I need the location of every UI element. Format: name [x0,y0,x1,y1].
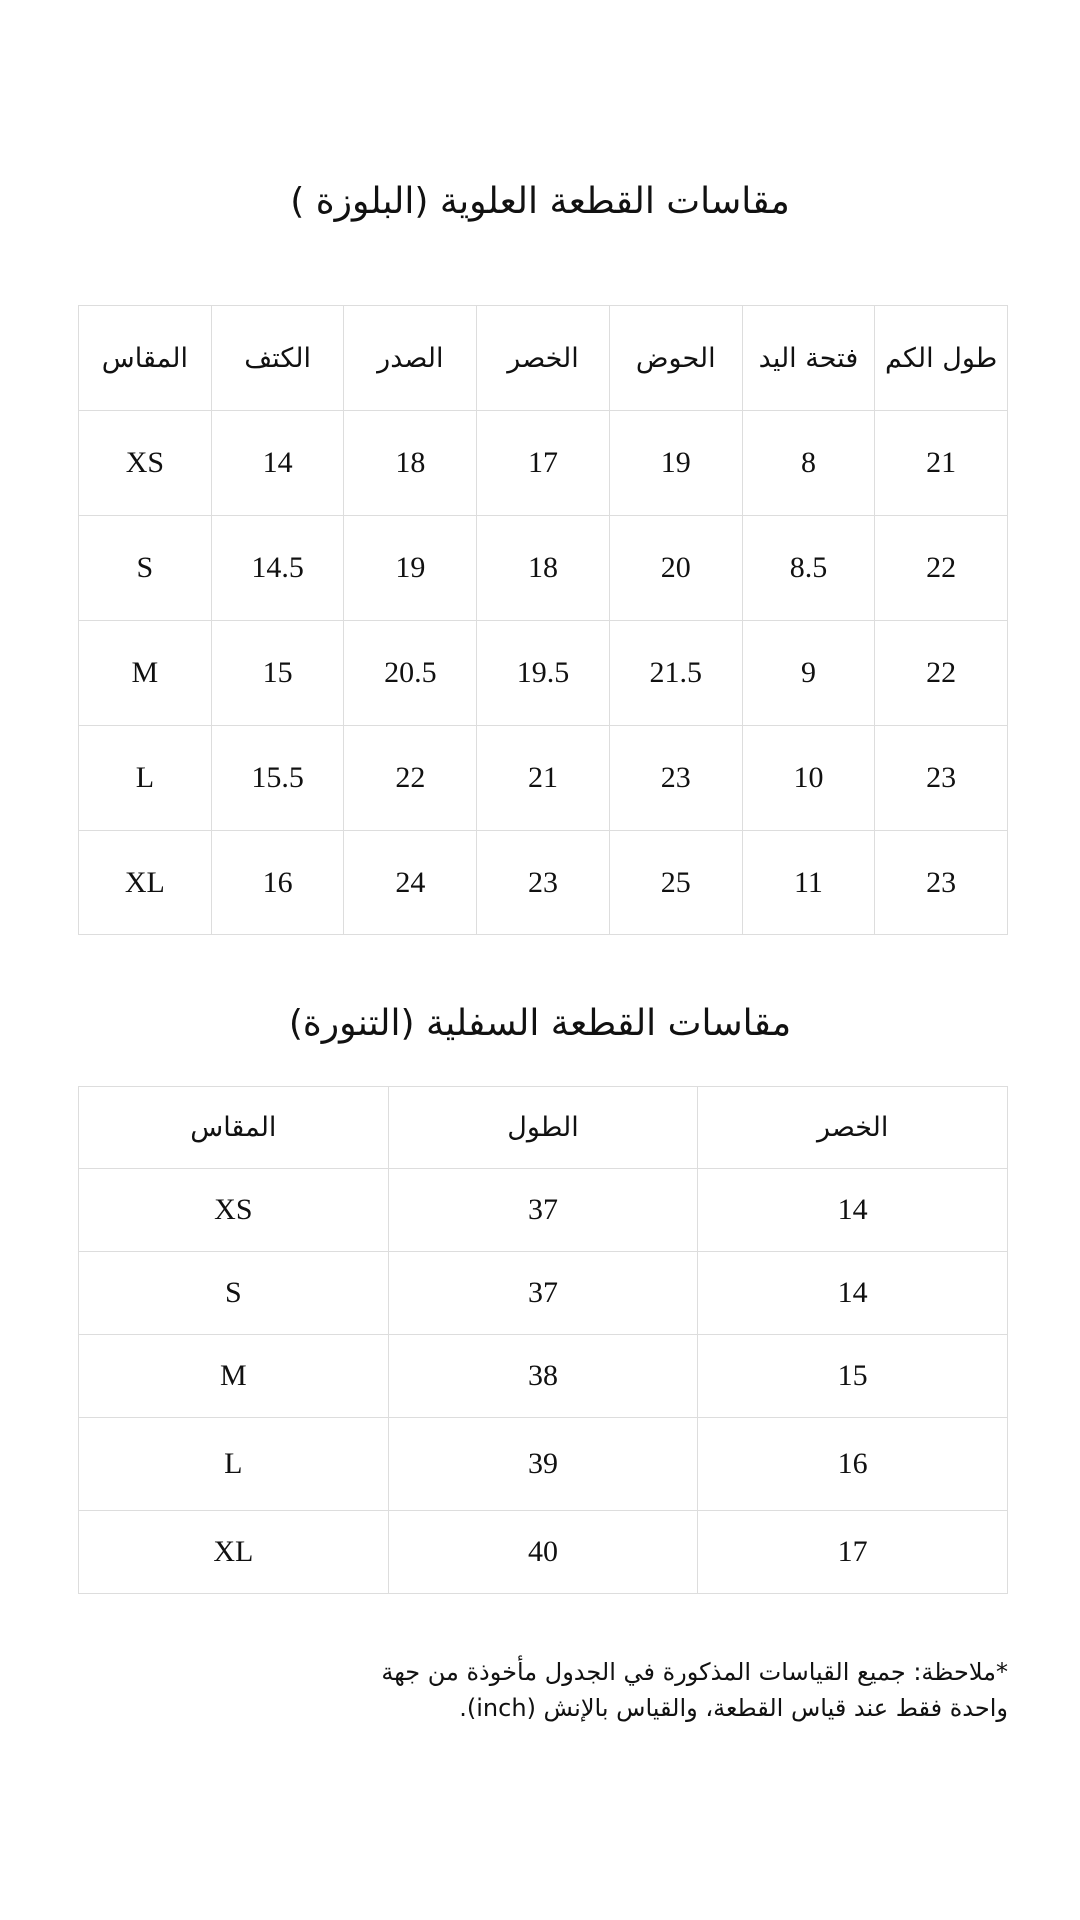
cell-shoulder: 14 [211,411,344,516]
cell-size: XL [79,831,212,935]
table-row [79,1252,1008,1335]
header-chest: الصدر [344,306,477,411]
blouse-size-table [78,305,1008,935]
cell-shoulder: 16 [211,831,344,935]
cell-waist: 17 [477,411,610,516]
cell-length: 37 [388,1252,698,1335]
cell-chest: 22 [344,726,477,831]
cell-sleeve-length: 21 [875,411,1008,516]
cell-hips: 25 [609,831,742,935]
cell-hips: 20 [609,516,742,621]
header-length: الطول [388,1087,698,1169]
cell-size: XL [79,1511,389,1594]
cell-waist: 19.5 [477,621,610,726]
top-section-title: مقاسات القطعة العلوية (البلوزة ) [290,181,790,222]
cell-size: M [79,1335,389,1418]
cell-sleeve-length: 22 [875,516,1008,621]
table-row [79,831,1008,935]
cell-size: L [79,1418,389,1511]
table-header-row [79,1087,1008,1169]
cell-size: XS [79,411,212,516]
table-row [79,1169,1008,1252]
cell-shoulder: 15 [211,621,344,726]
table-row [79,621,1008,726]
cell-chest: 19 [344,516,477,621]
cell-waist: 17 [698,1511,1008,1594]
cell-sleeve-length: 22 [875,621,1008,726]
cell-size: M [79,621,212,726]
header-size: المقاس [79,1087,389,1169]
header-size: المقاس [79,306,212,411]
header-sleeve-length: طول الكم [875,306,1008,411]
table-row [79,1418,1008,1511]
cell-armhole: 11 [742,831,875,935]
table-header-row [79,306,1008,411]
cell-size: L [79,726,212,831]
cell-waist: 16 [698,1418,1008,1511]
table-row [79,726,1008,831]
cell-size: S [79,516,212,621]
cell-armhole: 9 [742,621,875,726]
cell-shoulder: 15.5 [211,726,344,831]
header-waist: الخصر [477,306,610,411]
cell-size: S [79,1252,389,1335]
cell-length: 40 [388,1511,698,1594]
cell-shoulder: 14.5 [211,516,344,621]
cell-chest: 20.5 [344,621,477,726]
skirt-size-table [78,1086,1008,1594]
header-armhole: فتحة اليد [742,306,875,411]
cell-length: 38 [388,1335,698,1418]
cell-sleeve-length: 23 [875,726,1008,831]
table-row [79,411,1008,516]
table-row [79,1335,1008,1418]
header-shoulder: الكتف [211,306,344,411]
cell-waist: 18 [477,516,610,621]
cell-length: 39 [388,1418,698,1511]
cell-length: 37 [388,1169,698,1252]
cell-hips: 19 [609,411,742,516]
cell-sleeve-length: 23 [875,831,1008,935]
cell-waist: 14 [698,1252,1008,1335]
table-row [79,516,1008,621]
cell-waist: 14 [698,1169,1008,1252]
cell-waist: 21 [477,726,610,831]
cell-hips: 23 [609,726,742,831]
cell-chest: 24 [344,831,477,935]
cell-waist: 15 [698,1335,1008,1418]
header-waist: الخصر [698,1087,1008,1169]
cell-armhole: 8 [742,411,875,516]
cell-waist: 23 [477,831,610,935]
table-row [79,1511,1008,1594]
measurement-note: *ملاحظة: جميع القياسات المذكورة في الجدول مأخوذة من جهة واحدة فقط عند قياس القطعة، والقياس بالإنش (inch). [381,1658,1008,1722]
cell-armhole: 8.5 [742,516,875,621]
header-hips: الحوض [609,306,742,411]
cell-size: XS [79,1169,389,1252]
bottom-section-title: مقاسات القطعة السفلية (التنورة) [288,1003,792,1044]
cell-hips: 21.5 [609,621,742,726]
cell-armhole: 10 [742,726,875,831]
cell-chest: 18 [344,411,477,516]
